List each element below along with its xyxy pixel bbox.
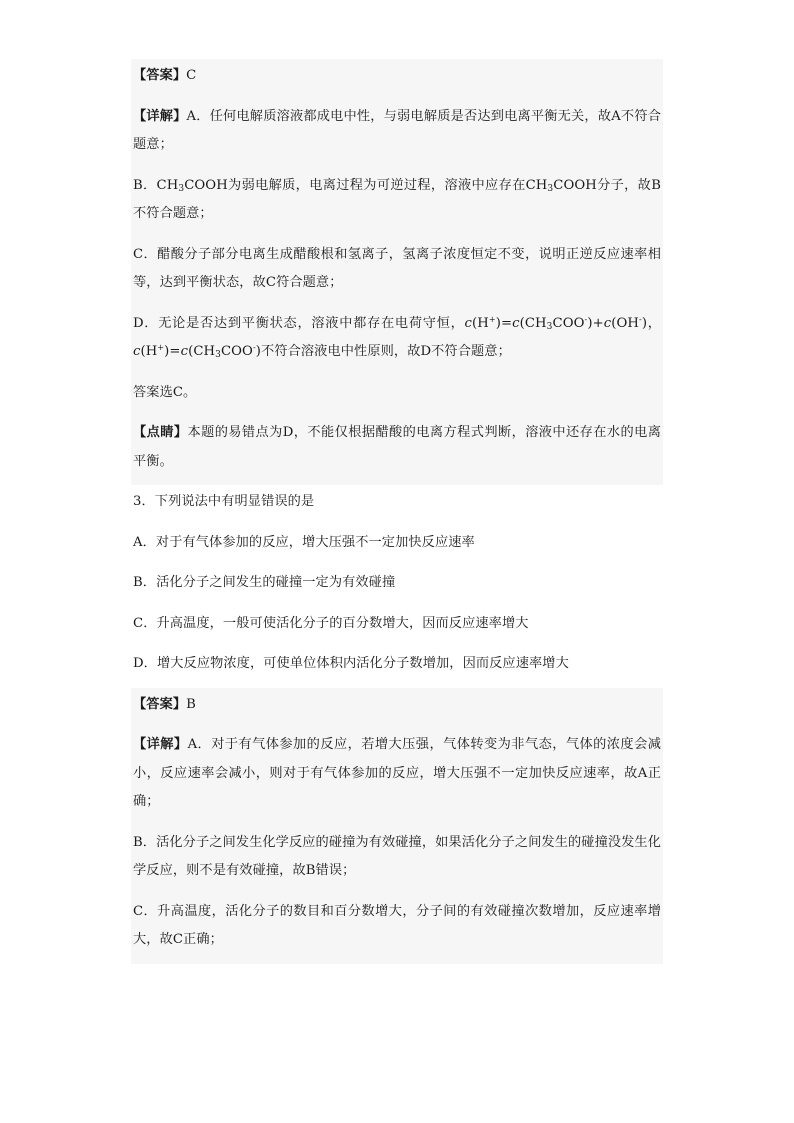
- superscript: +: [488, 314, 496, 324]
- formula-c: c: [180, 344, 189, 359]
- option-text: D．增大反应物浓度，可使单位体积内活化分子数增加，因而反应速率增大: [133, 656, 569, 671]
- superscript: -: [639, 314, 642, 324]
- document-page: [131, 59, 663, 964]
- detail-tag: 【详解】: [133, 737, 188, 752]
- q3-answer: [131, 688, 663, 729]
- detail-tag: 【详解】: [133, 108, 187, 124]
- formula-part: (OH: [611, 315, 639, 331]
- superscript: -: [584, 314, 588, 324]
- q3-question-block: [131, 485, 663, 688]
- formula-part: )=: [164, 344, 181, 359]
- q2-conclusion: [131, 376, 663, 417]
- q3-option-c: [131, 607, 663, 648]
- formula-part: (CH: [519, 315, 547, 331]
- detail-text: )不符合溶液电中性原则，故D不符合题意；: [255, 344, 511, 359]
- subscript: 3: [547, 183, 554, 194]
- q3-detail-c: [131, 895, 663, 964]
- formula-c: c: [603, 315, 612, 331]
- formula-c: c: [464, 315, 473, 331]
- comment-tag: 【点睛】: [133, 425, 188, 440]
- detail-text: B．活化分子之间发生化学反应的碰撞为有效碰撞，如果活化分子之间发生的碰撞没发生化学反应，则不是有效碰撞，故B错误；: [133, 834, 661, 878]
- option-text: B．活化分子之间发生的碰撞一定为有效碰撞: [133, 575, 396, 590]
- q3-solution-block: [131, 688, 663, 964]
- superscript: -: [252, 343, 256, 352]
- detail-text: C．升高温度，活化分子的数目和百分数增大，分子间的有效碰撞次数增加，反应速率增大，故C正确；: [133, 903, 661, 947]
- conclusion-text: 答案选C。: [133, 384, 197, 400]
- option-text: C．升高温度，一般可使活化分子的百分数增大，因而反应速率增大: [133, 615, 529, 631]
- formula-part: )=: [495, 315, 513, 331]
- subscript: 3: [215, 350, 221, 360]
- q3-detail-a: [131, 728, 663, 826]
- q2-detail-b: [131, 169, 663, 238]
- formula-part: COO: [220, 344, 253, 359]
- q2-detail-c: [131, 238, 663, 307]
- question-stem: 3．下列说法中有明显错误的是: [133, 494, 315, 509]
- q2-solution-block: [131, 59, 663, 485]
- q3-stem: [131, 485, 663, 526]
- q2-detail-d: [131, 307, 663, 376]
- detail-text: C．醋酸分子部分电离生成醋酸根和氢离子，氢离子浓度恒定不变，说明正逆反应速率相等，达到平衡状态，故C符合题意；: [133, 246, 661, 290]
- formula-part: COO: [552, 315, 585, 331]
- detail-text: A．对于有气体参加的反应，若增大压强，气体转变为非气态，气体的浓度会减小，反应速率会减小，则对于有气体参加的反应，增大压强不一定加快反应速率，故A正确；: [133, 737, 661, 809]
- answer-value: C: [186, 68, 197, 83]
- detail-text: COOH分子，故B不符合题意；: [133, 177, 661, 221]
- formula-c: c: [133, 344, 141, 359]
- detail-text: A．任何电解质溶液都成电中性，与弱电解质是否达到电离平衡无关，故A不符合题意；: [133, 108, 661, 152]
- q2-detail-a: [131, 100, 663, 169]
- q3-detail-b: [131, 826, 663, 895]
- formula-part: )，: [641, 315, 661, 331]
- q3-option-d: [131, 647, 663, 688]
- option-text: A．对于有气体参加的反应，增大压强不一定加快反应速率: [133, 534, 475, 550]
- subscript: 3: [546, 321, 553, 332]
- q2-answer: [131, 59, 663, 100]
- formula-part: (H: [472, 315, 489, 331]
- q3-option-b: [131, 566, 663, 607]
- detail-text: COOH为弱电解质，电离过程为可逆过程，溶液中应存在CH: [184, 177, 548, 193]
- q3-option-a: [131, 526, 663, 567]
- formula-part: (CH: [188, 344, 216, 359]
- subscript: 3: [178, 183, 185, 194]
- answer-tag: 【答案】: [133, 696, 187, 712]
- formula-c: c: [512, 315, 520, 331]
- comment-text: 本题的易错点为D，不能仅根据醋酸的电离方程式判断，溶液中还存在水的电离平衡。: [133, 425, 661, 469]
- superscript: +: [157, 343, 165, 352]
- formula-part: (H: [140, 344, 158, 359]
- formula-part: )+: [587, 315, 604, 331]
- answer-tag: 【答案】: [133, 68, 187, 83]
- detail-text: B．CH: [133, 177, 179, 193]
- answer-value: B: [186, 696, 196, 712]
- detail-text: D．无论是否达到平衡状态，溶液中都存在电荷守恒，: [133, 315, 465, 331]
- q2-comment: [131, 416, 663, 485]
